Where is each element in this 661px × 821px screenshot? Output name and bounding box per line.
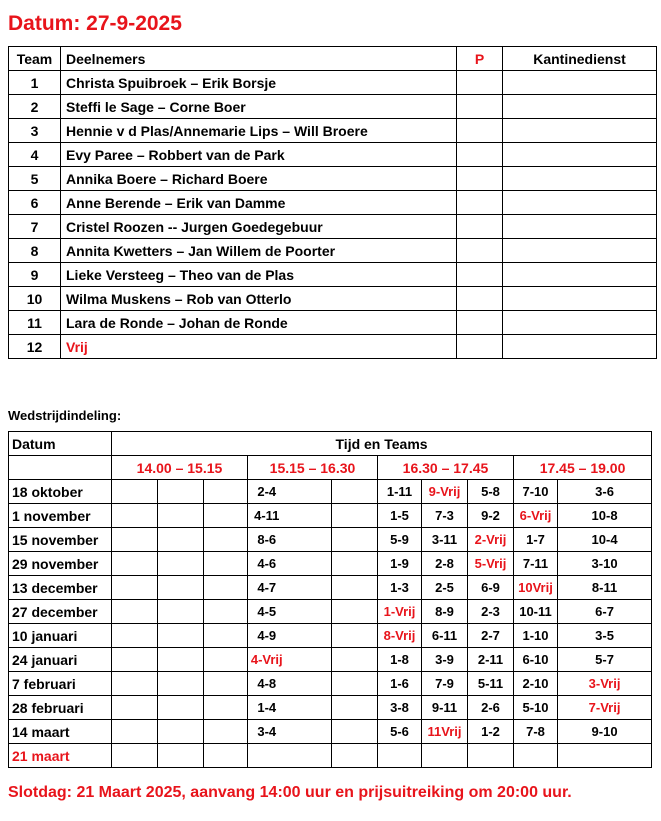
- schedule-date: 27 december: [9, 600, 112, 624]
- match-cell: [286, 672, 332, 696]
- match-cell: [332, 672, 378, 696]
- page-title: Datum: 27-9-2025: [8, 12, 182, 35]
- schedule-table: [8, 431, 652, 768]
- team-p-cell: [457, 71, 503, 95]
- match-cell: [332, 504, 378, 528]
- match-cell: [112, 576, 158, 600]
- team-p-cell: [457, 191, 503, 215]
- schedule-row: [9, 624, 652, 648]
- match-cell: [286, 720, 332, 744]
- match-cell: [204, 696, 248, 720]
- team-number: 10: [9, 287, 61, 311]
- match-cell: [422, 744, 468, 768]
- team-p-cell: [457, 95, 503, 119]
- team-canteen-cell: [503, 167, 657, 191]
- match-cell: 2-10: [514, 672, 558, 696]
- team-participants: Wilma Muskens – Rob van Otterlo: [61, 287, 457, 311]
- match-cell: 1-9: [378, 552, 422, 576]
- match-cell: [204, 576, 248, 600]
- team-p-cell: [457, 167, 503, 191]
- team-p-cell: [457, 239, 503, 263]
- team-row: [9, 167, 657, 191]
- match-cell: [112, 744, 158, 768]
- header-p: P: [457, 47, 503, 71]
- match-cell: 2-8: [422, 552, 468, 576]
- match-cell: [158, 720, 204, 744]
- match-cell: 5-7: [558, 648, 652, 672]
- match-cell: 11Vrij: [422, 720, 468, 744]
- team-p-cell: [457, 287, 503, 311]
- match-cell: 8-9: [422, 600, 468, 624]
- team-number: 1: [9, 71, 61, 95]
- team-canteen-cell: [503, 263, 657, 287]
- match-cell: 9-11: [422, 696, 468, 720]
- team-participants: Annika Boere – Richard Boere: [61, 167, 457, 191]
- schedule-date: 10 januari: [9, 624, 112, 648]
- match-cell: 4-5: [248, 600, 286, 624]
- match-cell: 7-11: [514, 552, 558, 576]
- team-row: [9, 335, 657, 359]
- match-cell: [286, 504, 332, 528]
- team-canteen-cell: [503, 191, 657, 215]
- match-cell: [332, 744, 378, 768]
- match-cell: 7-3: [422, 504, 468, 528]
- team-canteen-cell: [503, 239, 657, 263]
- match-cell: 1-4: [248, 696, 286, 720]
- match-cell: 7-10: [514, 480, 558, 504]
- team-canteen-cell: [503, 143, 657, 167]
- header-time-teams: Tijd en Teams: [112, 432, 652, 456]
- match-cell: [378, 744, 422, 768]
- team-number: 12: [9, 335, 61, 359]
- team-row: [9, 215, 657, 239]
- match-cell: [112, 696, 158, 720]
- match-cell: 1-3: [378, 576, 422, 600]
- team-number: 11: [9, 311, 61, 335]
- match-cell: 4-8: [248, 672, 286, 696]
- team-row: [9, 311, 657, 335]
- team-row: [9, 95, 657, 119]
- teams-header-row: [9, 47, 657, 71]
- match-cell: [158, 480, 204, 504]
- header-date: Datum: [9, 432, 112, 456]
- slot-2: 15.15 – 16.30: [248, 456, 378, 480]
- match-cell: [332, 600, 378, 624]
- match-cell: [158, 624, 204, 648]
- match-cell: 7-8: [514, 720, 558, 744]
- team-participants: Cristel Roozen -- Jurgen Goedegebuur: [61, 215, 457, 239]
- schedule-header-row: [9, 432, 652, 456]
- team-participants: Steffi le Sage – Corne Boer: [61, 95, 457, 119]
- schedule-date: 1 november: [9, 504, 112, 528]
- team-row: [9, 239, 657, 263]
- match-cell: [286, 648, 332, 672]
- match-cell: [158, 648, 204, 672]
- match-cell: 3-Vrij: [558, 672, 652, 696]
- schedule-date: 14 maart: [9, 720, 112, 744]
- match-cell: [158, 576, 204, 600]
- match-cell: 10-11: [514, 600, 558, 624]
- team-row: [9, 191, 657, 215]
- match-cell: 9-10: [558, 720, 652, 744]
- match-cell: 4-11: [248, 504, 286, 528]
- match-cell: 3-8: [378, 696, 422, 720]
- match-cell: [204, 720, 248, 744]
- slot-4: 17.45 – 19.00: [514, 456, 652, 480]
- match-cell: [286, 624, 332, 648]
- team-canteen-cell: [503, 215, 657, 239]
- match-cell: 2-7: [468, 624, 514, 648]
- match-cell: [204, 648, 248, 672]
- match-cell: 1-Vrij: [378, 600, 422, 624]
- match-cell: 7-Vrij: [558, 696, 652, 720]
- match-cell: [204, 480, 248, 504]
- schedule-row: [9, 504, 652, 528]
- schedule-date: 24 januari: [9, 648, 112, 672]
- match-cell: 4-9: [248, 624, 286, 648]
- match-cell: [158, 552, 204, 576]
- match-cell: [332, 624, 378, 648]
- team-participants: Christa Spuibroek – Erik Borsje: [61, 71, 457, 95]
- slot-1: 14.00 – 15.15: [112, 456, 248, 480]
- schedule-date: 15 november: [9, 528, 112, 552]
- match-cell: 2-6: [468, 696, 514, 720]
- team-p-cell: [457, 143, 503, 167]
- schedule-row: [9, 552, 652, 576]
- match-cell: 4-6: [248, 552, 286, 576]
- team-row: [9, 143, 657, 167]
- header-team: Team: [9, 47, 61, 71]
- match-cell: 2-11: [468, 648, 514, 672]
- team-canteen-cell: [503, 119, 657, 143]
- match-cell: 3-11: [422, 528, 468, 552]
- team-canteen-cell: [503, 95, 657, 119]
- team-canteen-cell: [503, 71, 657, 95]
- match-cell: [112, 720, 158, 744]
- team-p-cell: [457, 263, 503, 287]
- schedule-row: [9, 648, 652, 672]
- match-cell: [158, 504, 204, 528]
- match-cell: [204, 672, 248, 696]
- match-cell: [332, 576, 378, 600]
- schedule-date: 28 februari: [9, 696, 112, 720]
- match-cell: [112, 504, 158, 528]
- match-cell: 7-9: [422, 672, 468, 696]
- team-participants: Anne Berende – Erik van Damme: [61, 191, 457, 215]
- schedule-row: [9, 696, 652, 720]
- match-cell: 3-10: [558, 552, 652, 576]
- schedule-row: [9, 672, 652, 696]
- match-cell: [286, 744, 332, 768]
- schedule-date: 21 maart: [9, 744, 112, 768]
- match-cell: 1-10: [514, 624, 558, 648]
- team-p-cell: [457, 215, 503, 239]
- match-cell: 2-4: [248, 480, 286, 504]
- match-cell: 5-9: [378, 528, 422, 552]
- match-cell: 5-8: [468, 480, 514, 504]
- match-cell: [514, 744, 558, 768]
- match-cell: 5-6: [378, 720, 422, 744]
- match-cell: 6-Vrij: [514, 504, 558, 528]
- match-cell: [204, 744, 248, 768]
- match-cell: 9-Vrij: [422, 480, 468, 504]
- match-cell: [112, 552, 158, 576]
- team-p-cell: [457, 335, 503, 359]
- match-cell: [112, 648, 158, 672]
- match-cell: [468, 744, 514, 768]
- match-cell: [158, 600, 204, 624]
- slot-3: 16.30 – 17.45: [378, 456, 514, 480]
- slot-spacer: [9, 456, 112, 480]
- match-cell: [286, 552, 332, 576]
- schedule-date: 18 oktober: [9, 480, 112, 504]
- schedule-date: 29 november: [9, 552, 112, 576]
- team-number: 8: [9, 239, 61, 263]
- match-cell: [286, 480, 332, 504]
- match-cell: 3-4: [248, 720, 286, 744]
- match-cell: 5-Vrij: [468, 552, 514, 576]
- match-cell: 6-7: [558, 600, 652, 624]
- match-cell: 4-Vrij: [248, 648, 286, 672]
- team-number: 2: [9, 95, 61, 119]
- match-cell: 1-7: [514, 528, 558, 552]
- match-cell: 1-8: [378, 648, 422, 672]
- team-row: [9, 287, 657, 311]
- schedule-slots-row: [9, 456, 652, 480]
- team-number: 3: [9, 119, 61, 143]
- match-cell: [332, 552, 378, 576]
- match-cell: [332, 648, 378, 672]
- match-cell: [112, 624, 158, 648]
- match-cell: 1-11: [378, 480, 422, 504]
- teams-table: [8, 46, 657, 359]
- match-cell: [332, 696, 378, 720]
- header-canteen: Kantinedienst: [503, 47, 657, 71]
- match-cell: 8-11: [558, 576, 652, 600]
- team-number: 4: [9, 143, 61, 167]
- match-cell: 10-8: [558, 504, 652, 528]
- team-participants: Lara de Ronde – Johan de Ronde: [61, 311, 457, 335]
- match-cell: 8-6: [248, 528, 286, 552]
- match-cell: [286, 576, 332, 600]
- match-cell: 8-Vrij: [378, 624, 422, 648]
- match-cell: [158, 672, 204, 696]
- schedule-row: [9, 744, 652, 768]
- team-number: 7: [9, 215, 61, 239]
- match-cell: [112, 480, 158, 504]
- match-cell: 9-2: [468, 504, 514, 528]
- match-cell: [112, 672, 158, 696]
- team-number: 5: [9, 167, 61, 191]
- team-participants: Annita Kwetters – Jan Willem de Poorter: [61, 239, 457, 263]
- match-cell: 10-4: [558, 528, 652, 552]
- match-cell: [286, 528, 332, 552]
- match-cell: [204, 528, 248, 552]
- match-cell: [332, 480, 378, 504]
- schedule-label: Wedstrijdindeling:: [8, 408, 122, 423]
- match-cell: 6-9: [468, 576, 514, 600]
- schedule-row: [9, 576, 652, 600]
- match-cell: 5-11: [468, 672, 514, 696]
- team-participants: Hennie v d Plas/Annemarie Lips – Will Broere: [61, 119, 457, 143]
- match-cell: 1-6: [378, 672, 422, 696]
- match-cell: [112, 600, 158, 624]
- match-cell: 3-5: [558, 624, 652, 648]
- match-cell: 2-3: [468, 600, 514, 624]
- team-participants: Evy Paree – Robbert van de Park: [61, 143, 457, 167]
- match-cell: 6-10: [514, 648, 558, 672]
- match-cell: [158, 528, 204, 552]
- match-cell: [286, 600, 332, 624]
- team-p-cell: [457, 311, 503, 335]
- match-cell: [332, 528, 378, 552]
- match-cell: [332, 720, 378, 744]
- team-participants: Lieke Versteeg – Theo van de Plas: [61, 263, 457, 287]
- team-canteen-cell: [503, 311, 657, 335]
- match-cell: [286, 696, 332, 720]
- match-cell: 10Vrij: [514, 576, 558, 600]
- team-row: [9, 263, 657, 287]
- schedule-date: 7 februari: [9, 672, 112, 696]
- match-cell: [158, 744, 204, 768]
- schedule-date: 13 december: [9, 576, 112, 600]
- match-cell: 6-11: [422, 624, 468, 648]
- schedule-row: [9, 528, 652, 552]
- match-cell: [204, 600, 248, 624]
- footer-note: Slotdag: 21 Maart 2025, aanvang 14:00 uur en prijsuitreiking om 20:00 uur.: [8, 784, 572, 801]
- match-cell: 3-6: [558, 480, 652, 504]
- match-cell: 5-10: [514, 696, 558, 720]
- schedule-row: [9, 480, 652, 504]
- team-canteen-cell: [503, 335, 657, 359]
- schedule-row: [9, 600, 652, 624]
- schedule-row: [9, 720, 652, 744]
- team-row: [9, 119, 657, 143]
- team-participants: Vrij: [61, 335, 457, 359]
- match-cell: 2-Vrij: [468, 528, 514, 552]
- team-canteen-cell: [503, 287, 657, 311]
- match-cell: [204, 552, 248, 576]
- match-cell: 1-2: [468, 720, 514, 744]
- match-cell: 4-7: [248, 576, 286, 600]
- match-cell: [248, 744, 286, 768]
- match-cell: [112, 528, 158, 552]
- match-cell: [204, 624, 248, 648]
- match-cell: [204, 504, 248, 528]
- match-cell: [558, 744, 652, 768]
- team-number: 6: [9, 191, 61, 215]
- team-number: 9: [9, 263, 61, 287]
- match-cell: 1-5: [378, 504, 422, 528]
- match-cell: 3-9: [422, 648, 468, 672]
- match-cell: [158, 696, 204, 720]
- header-participants: Deelnemers: [61, 47, 457, 71]
- team-row: [9, 71, 657, 95]
- team-p-cell: [457, 119, 503, 143]
- match-cell: 2-5: [422, 576, 468, 600]
